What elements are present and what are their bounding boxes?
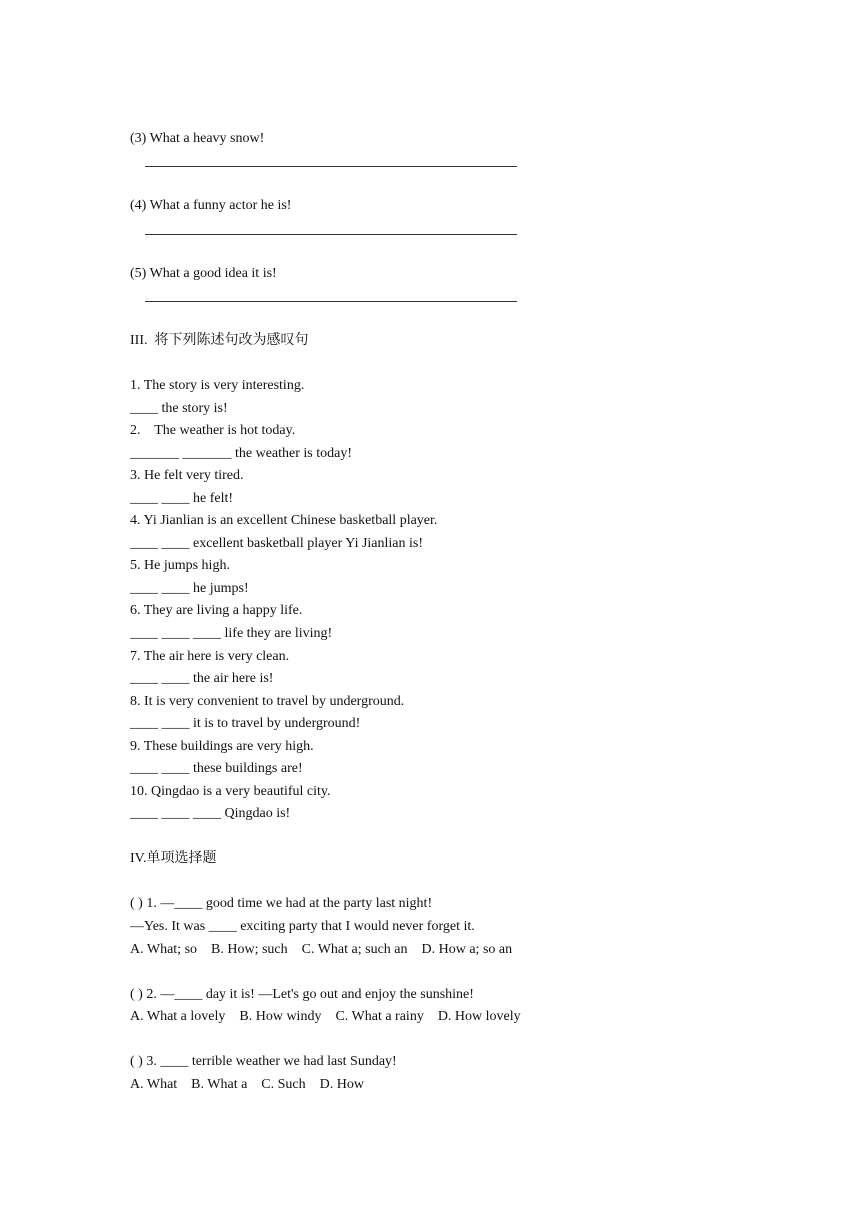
exercise-sentence: 5. He jumps high. (130, 558, 230, 573)
question-1-options: A. What; so B. How; such C. What a; such an D. How a; so an (130, 942, 513, 957)
question-1-response: —Yes. It was ____ exciting party that I would never forget it. (130, 919, 475, 934)
answer-line-4[interactable] (145, 234, 517, 235)
exercise-blank-line: ____ ____ ____ Qingdao is! (130, 806, 291, 821)
exercise-blank-line: ____ ____ these buildings are! (130, 761, 303, 776)
exercise-blank-line: _______ _______ the weather is today! (130, 446, 353, 461)
section-4-heading: IV.单项选择题 (130, 851, 217, 866)
exercise-blank-line: ____ ____ it is to travel by underground! (130, 716, 361, 731)
exercise-blank-line: ____ ____ the air here is! (130, 671, 274, 686)
exercise-blank-line: ____ ____ he felt! (130, 491, 234, 506)
exercise-blank-line: ____ ____ he jumps! (130, 581, 249, 596)
answer-line-5[interactable] (145, 301, 517, 302)
section-3-heading: III. 将下列陈述句改为感叹句 (130, 333, 309, 348)
exercise-sentence: 1. The story is very interesting. (130, 378, 305, 393)
exercise-sentence: 4. Yi Jianlian is an excellent Chinese basketball player. (130, 513, 438, 528)
question-2-options: A. What a lovely B. How windy C. What a rainy D. How lovely (130, 1009, 521, 1024)
exercise-blank-line: ____ ____ ____ life they are living! (130, 626, 333, 641)
exercise-sentence: 8. It is very convenient to travel by underground. (130, 694, 405, 709)
exercise-blank-line: ____ ____ excellent basketball player Yi Jianlian is! (130, 536, 424, 551)
exercise-sentence: 9. These buildings are very high. (130, 739, 314, 754)
sentence-item-3: (3) What a heavy snow! (130, 131, 265, 146)
sentence-item-5: (5) What a good idea it is! (130, 266, 277, 281)
exercise-sentence: 10. Qingdao is a very beautiful city. (130, 784, 331, 799)
question-1-stem: ( ) 1. —____ good time we had at the party last night! (130, 896, 433, 911)
exercise-sentence: 7. The air here is very clean. (130, 649, 290, 664)
exercise-blank-line: ____ the story is! (130, 401, 228, 416)
question-3-stem: ( ) 3. ____ terrible weather we had last Sunday! (130, 1054, 397, 1069)
exercise-sentence: 6. They are living a happy life. (130, 603, 303, 618)
question-3-options: A. What B. What a C. Such D. How (130, 1077, 364, 1092)
sentence-item-4: (4) What a funny actor he is! (130, 198, 292, 213)
question-2-stem: ( ) 2. —____ day it is! —Let's go out and enjoy the sunshine! (130, 987, 474, 1002)
exercise-sentence: 3. He felt very tired. (130, 468, 244, 483)
answer-line-3[interactable] (145, 166, 517, 167)
exercise-sentence: 2. The weather is hot today. (130, 423, 296, 438)
